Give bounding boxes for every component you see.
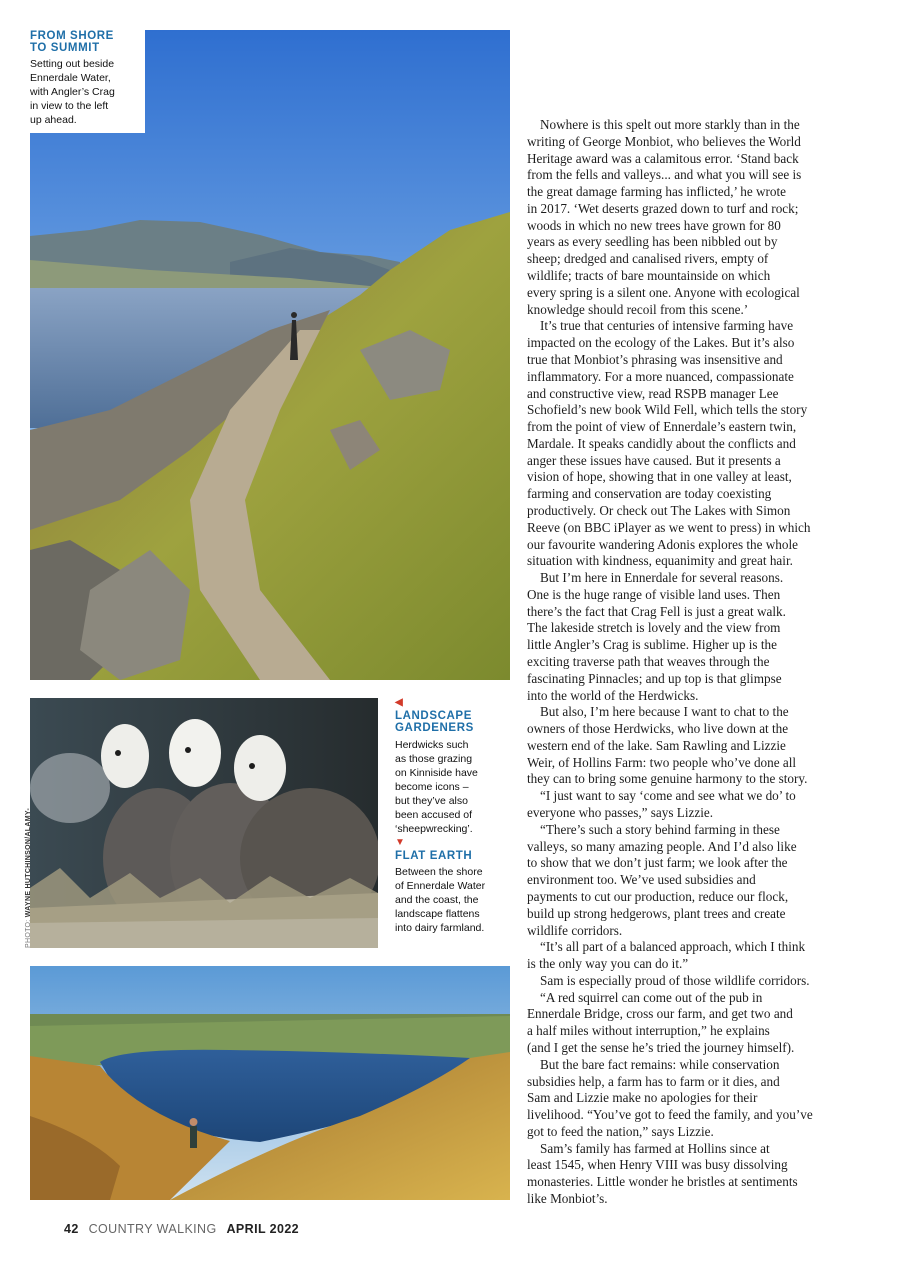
article-line: (and I get the sense he’s tried the journey himself). [527,1039,795,1055]
article-line: years as every seedling has been nibbled out by [527,234,778,250]
article-line: in 2017. ‘Wet deserts grazed down to turf and rock; [527,200,799,216]
article-line: Heritage award was a calamitous error. ‘Stand back [527,150,799,166]
article-line: Sam is especially proud of those wildlife corridors. [540,972,810,988]
landscape-gardeners-caption [395,697,507,836]
page-number: 42 [64,1222,79,1236]
article-line: Mardale. It speaks candidly about the conflicts and [527,435,796,451]
article-line: Sam’s family has farmed at Hollins since at [540,1140,770,1156]
article-line: build up strong hedgerows, plant trees and create [527,905,786,921]
article-line: wildlife corridors. [527,922,623,938]
article-line: western end of the lake. Sam Rawling and Lizzie [527,737,786,753]
article-line: is the only way you can do it.” [527,956,689,972]
article-line: Schofield’s new book Wild Fell, which tells the story [527,402,808,418]
article-line: subsidies help, a farm has to farm or it dies, and [527,1073,780,1089]
article-line: every spring is a silent one. Anyone with ecological [527,284,800,300]
article-line: got to feed the nation,” says Lizzie. [527,1123,714,1139]
left-arrow-icon: ◀ [395,697,404,708]
ennerdale-farmland-photo [30,966,510,1200]
article-line: environment too. We’ve used subsidies and [527,872,756,888]
photo-credit: PHOTO: WAYNE HUTCHINSON/ALAMY- [25,807,32,948]
article-line: But I’m here in Ennerdale for several reasons. [540,570,784,586]
article-line: The lakeside stretch is lovely and the view from [527,620,781,636]
article-body [527,117,842,1208]
article-line: there’s the fact that Crag Fell is just a great walk. [527,603,786,619]
article-line: the great damage farming has inflicted,’ he wrote [527,184,786,200]
article-line: “There’s such a story behind farming in these [540,821,780,837]
top-caption-body: Setting out beside Ennerdale Water, with Angler’s Crag in view to the left up ahead. [30,58,115,126]
article-line: everyone who passes,” says Lizzie. [527,805,714,821]
article-line: Weir, of Hollins Farm: two people who’ve done all [527,754,797,770]
article-line: Ennerdale Bridge, cross our farm, and get two and [527,1006,793,1022]
article-line: situation with kindness, equanimity and great hair. [527,553,793,569]
article-line: true that Monbiot’s phrasing was insensitive and [527,351,783,367]
article-line: exciting traverse path that weaves through the [527,654,770,669]
article-line: woods in which no new trees have grown for 80 [527,217,781,233]
flat-earth-heading: ▼ FLAT EARTH [395,837,507,862]
article-line: least 1545, when Henry VIII was busy dissolving [527,1157,788,1173]
magazine-name: COUNTRY WALKING [88,1222,217,1236]
issue-date: APRIL 2022 [226,1222,300,1236]
article-line: our favourite wandering Adonis explores the whole [527,536,799,552]
article-line: a half miles without interruption,” he explains [527,1023,770,1039]
article-line: Reeve (on BBC iPlayer as we went to press) in which [527,519,811,535]
top-photo-caption [30,30,145,133]
article-line: productively. Or check out The Lakes with Simon [527,502,791,518]
article-line: But the bare fact remains: while conservation [540,1056,780,1072]
article-line: and constructive view, read RSPB manager Lee [527,385,779,401]
article-line: fascinating Pinnacles; and up top is that glimpse [527,670,782,686]
article-line: monasteries. Little wonder he bristles at sentiments [527,1174,798,1190]
article-line: sheep; dredged and canalised rivers, empty of [527,251,769,267]
article-line: writing of George Monbiot, who believes the World [527,133,801,149]
article-line: from the fells and valleys... and what you will see is [527,167,802,183]
flat-earth-body: Between the shore of Ennerdale Water and the coast, the landscape flattens into dairy farmland. [395,866,486,934]
article-line: farming and conservation are today coexisting [527,486,772,502]
article-line: like Monbiot’s. [527,1191,608,1206]
article-line: It’s true that centuries of intensive farming have [540,318,794,334]
article-line: impacted on the ecology of the Lakes. But it’s also [527,335,795,351]
top-caption-heading: FROM SHORE TO SUMMIT [30,30,114,54]
article-line: Nowhere is this spelt out more starkly than in the [540,117,800,132]
article-line: livelihood. “You’ve got to feed the family, and you’ve [527,1107,813,1123]
article-line: inflammatory. For a more nuanced, compassionate [527,368,794,384]
article-line: “It’s all part of a balanced approach, which I think [540,939,806,955]
down-arrow-icon: ▼ [395,837,406,848]
article-line: valleys, so many amazing people. And I’d also like [527,838,797,854]
article-line: But also, I’m here because I want to chat to the [540,704,789,720]
flat-earth-caption [395,837,507,935]
article-line: from the point of view of Ennerdale’s eastern twin, [527,419,797,435]
article-line: to show that we don’t just farm; we look after the [527,855,788,871]
article-line: anger these issues have caused. But it presents a [527,452,781,468]
article-line: owners of those Herdwicks, who live down at the [527,721,789,737]
article-line: “A red squirrel can come out of the pub in [540,989,763,1005]
article-line: payments to cut our production, reduce our flock, [527,888,789,904]
article-line: they can to bring some genuine harmony to the story. [527,771,808,787]
herdwick-sheep-photo [30,698,378,948]
article-line: little Angler’s Crag is sublime. Higher up is the [527,637,777,653]
article-line: wildlife; tracts of bare mountainside on which [527,268,771,284]
article-line: into the world of the Herdwicks. [527,687,699,703]
article-line: Sam and Lizzie make no apologies for their [527,1090,758,1106]
article-line: vision of hope, showing that in one valley at least, [527,469,792,485]
article-line: knowledge should recoil from this scene.’ [527,301,749,317]
page-footer [64,1222,299,1236]
landscape-gardeners-body: Herdwicks such as those grazing on Kinniside have become icons – but they’ve also been accused of ‘sheepwrecking’. [395,738,478,835]
article-line: One is the huge range of visible land uses. Then [527,586,781,602]
article-line: “I just want to say ‘come and see what we do’ to [540,788,796,804]
landscape-gardeners-heading: ◀ LANDSCAPE GARDENERS [395,697,507,735]
